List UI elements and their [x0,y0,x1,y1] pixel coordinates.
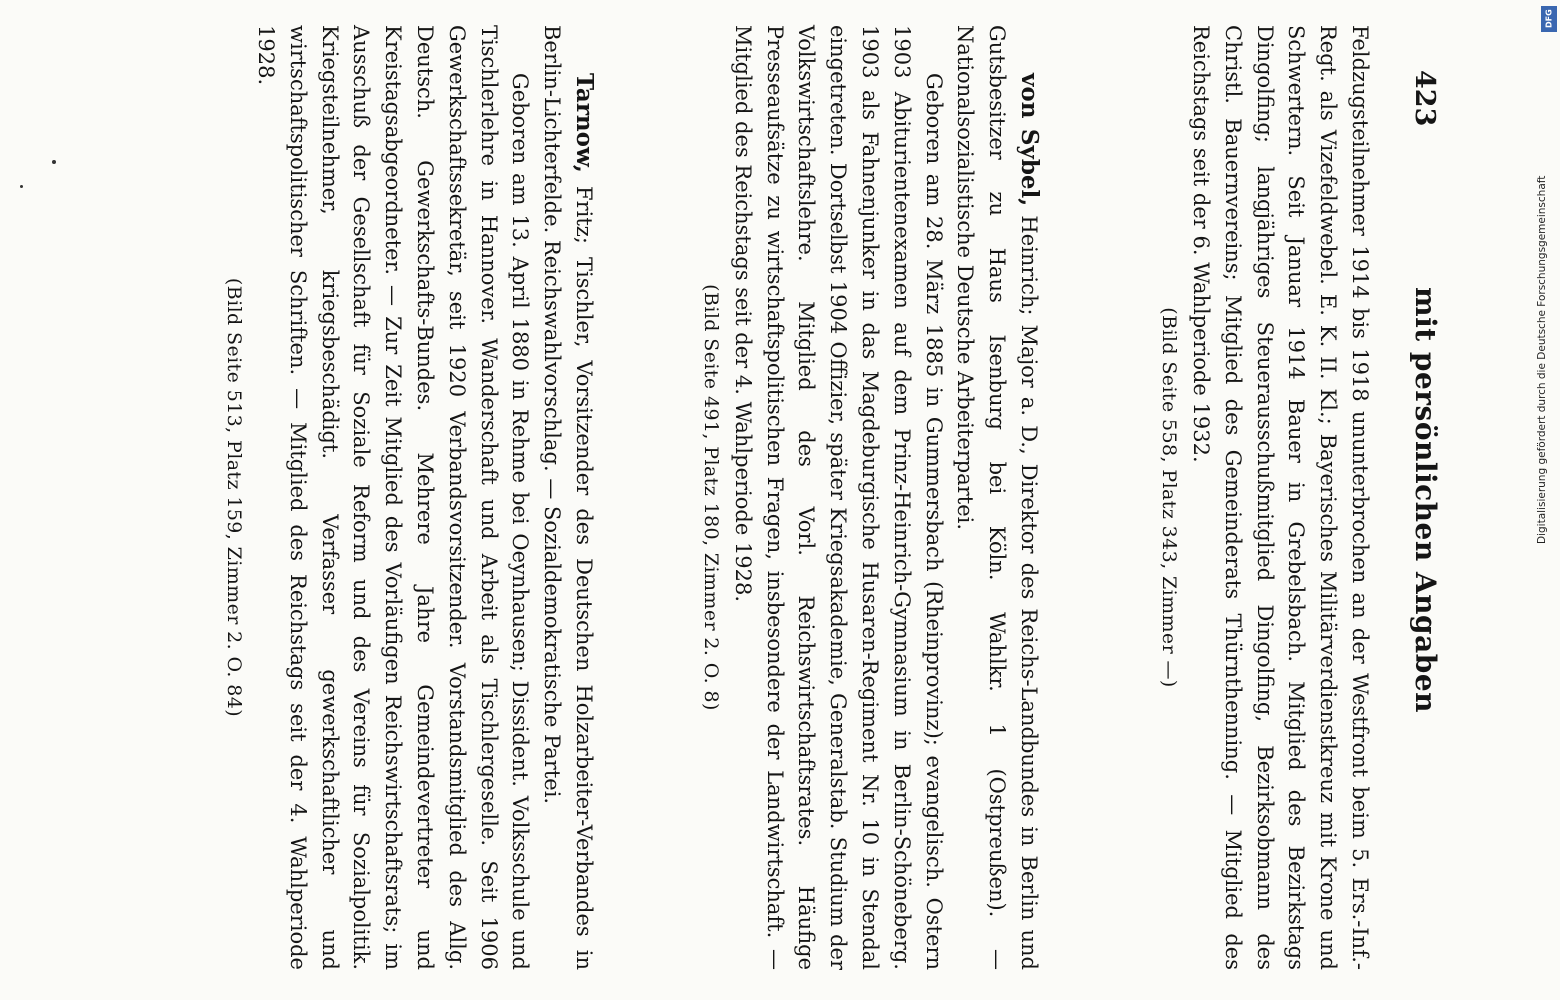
running-head: mit persönlichen Angaben [1409,286,1442,714]
entry-biography: Geboren am 28. März 1885 in Gummersbach (Rheinprovinz); evangelisch. Ostern 1903 Abiturientenexamen auf dem Prinz-Heinrich-Gymnasium in Berlin-Schöneberg. 1903 als Fahnenjunker in das Magdeburgische Husaren-Regiment Nr. 10 in Stendal eingetreten. Dortselbst 1904 Offizier, später Kriegsakademie, Generalstab. Studium der Volkswirtschaftslehre. Mitglied des Vorl. Reichswirtschaftsrates. Häufige Presseaufsätze zu wirtschaftspolitischen Fragen, insbesondere der Landwirtschaft. — Mitglied des Reichstags seit der 4. Wahlperiode 1928. [730,25,946,970]
entry-intro [535,25,600,970]
entry-tarnow [217,25,600,970]
entry-von-sybel [694,25,1045,970]
page-header [1375,0,1500,1000]
attribution-strip [1536,0,1560,1000]
photo-reference: (Bild Seite 513, Platz 159, Zimmer 2. O. 84) [223,277,246,718]
entry-continuation [1152,25,1375,970]
entry-name: von Sybel, [1016,73,1043,207]
entry-text: Fritz; Tischler, Vorsitzender des Deutschen Holzarbeiter-Verbandes in Berlin-Lichterfelde. Reichswahlvorschlag. — Sozialdemokratische Partei. [540,25,596,970]
entry-text: Feldzugsteilnehmer 1914 bis 1918 ununterbrochen an der Westfront beim 5. Ers.-Inf.-Regt. als Vizefeldwebel. E. K. II. Kl.; Bayerisches Militärverdienstkreuz mit Krone und Schwertern. Seit Januar 1914 Bauer in Grebelsbach. Mitglied des Bezirkstags Dingolfing; langjähriges Steuerausschußmitglied Dingolfing, Bezirksobmann des Christl. Bauernvereins; Mitglied des Gemeinderats Thürnthenning. — Mitglied des Reichstags seit der 6. Wahlperiode 1932. [1189,25,1372,970]
photo-reference: (Bild Seite 558, Platz 343, Zimmer —) [1158,307,1181,688]
scan-speck [20,185,23,188]
page-number: 423 [1409,70,1440,127]
entry-intro [949,25,1045,970]
attribution-text: Digitalisierung gefördert durch die Deutsche Forschungsgemeinschaft [1536,175,1548,545]
photo-reference: (Bild Seite 491, Platz 180, Zimmer 2. O. 8) [700,284,723,711]
entry-biography: Geboren am 13. April 1880 in Rehme bei Oeynhausen; Dissident. Volksschule und Tischlerlehre in Hannover. Wanderschaft und Arbeit als Tischlergeselle. Seit 1906 Gewerkschaftssekretär, seit 1920 Verbandsvorsitzender. Vorstandsmitglied des Allg. Deutsch. Gewerkschafts-Bundes. Mehrere Jahre Gemeindevertreter und Kreistagsabgeordneter. — Zur Zeit Mitglied des Vorläufigen Reichswirtschaftsrats; im Ausschuß der Gesellschaft für Soziale Reform und des Vereins für Sozialpolitik. Kriegsteilnehmer, kriegsbeschädigt. Verfasser gewerkschaftlicher und wirtschaftspolitischer Schriften. — Mitglied des Reichstags seit der 4. Wahlperiode 1928. [254,25,533,970]
entry-name: Tarnow, [571,73,598,173]
dfg-logo: DFG [1541,6,1557,32]
entry-text: Heinrich; Major a. D., Direktor des Reichs-Landbundes in Berlin und Gutsbesitzer zu Haus Isenburg bei Köln. Wahlkr. 1 (Ostpreußen). — Nationalsozialistische Deutsche Arbeiterpartei. [953,25,1041,970]
scan-speck [52,160,56,164]
